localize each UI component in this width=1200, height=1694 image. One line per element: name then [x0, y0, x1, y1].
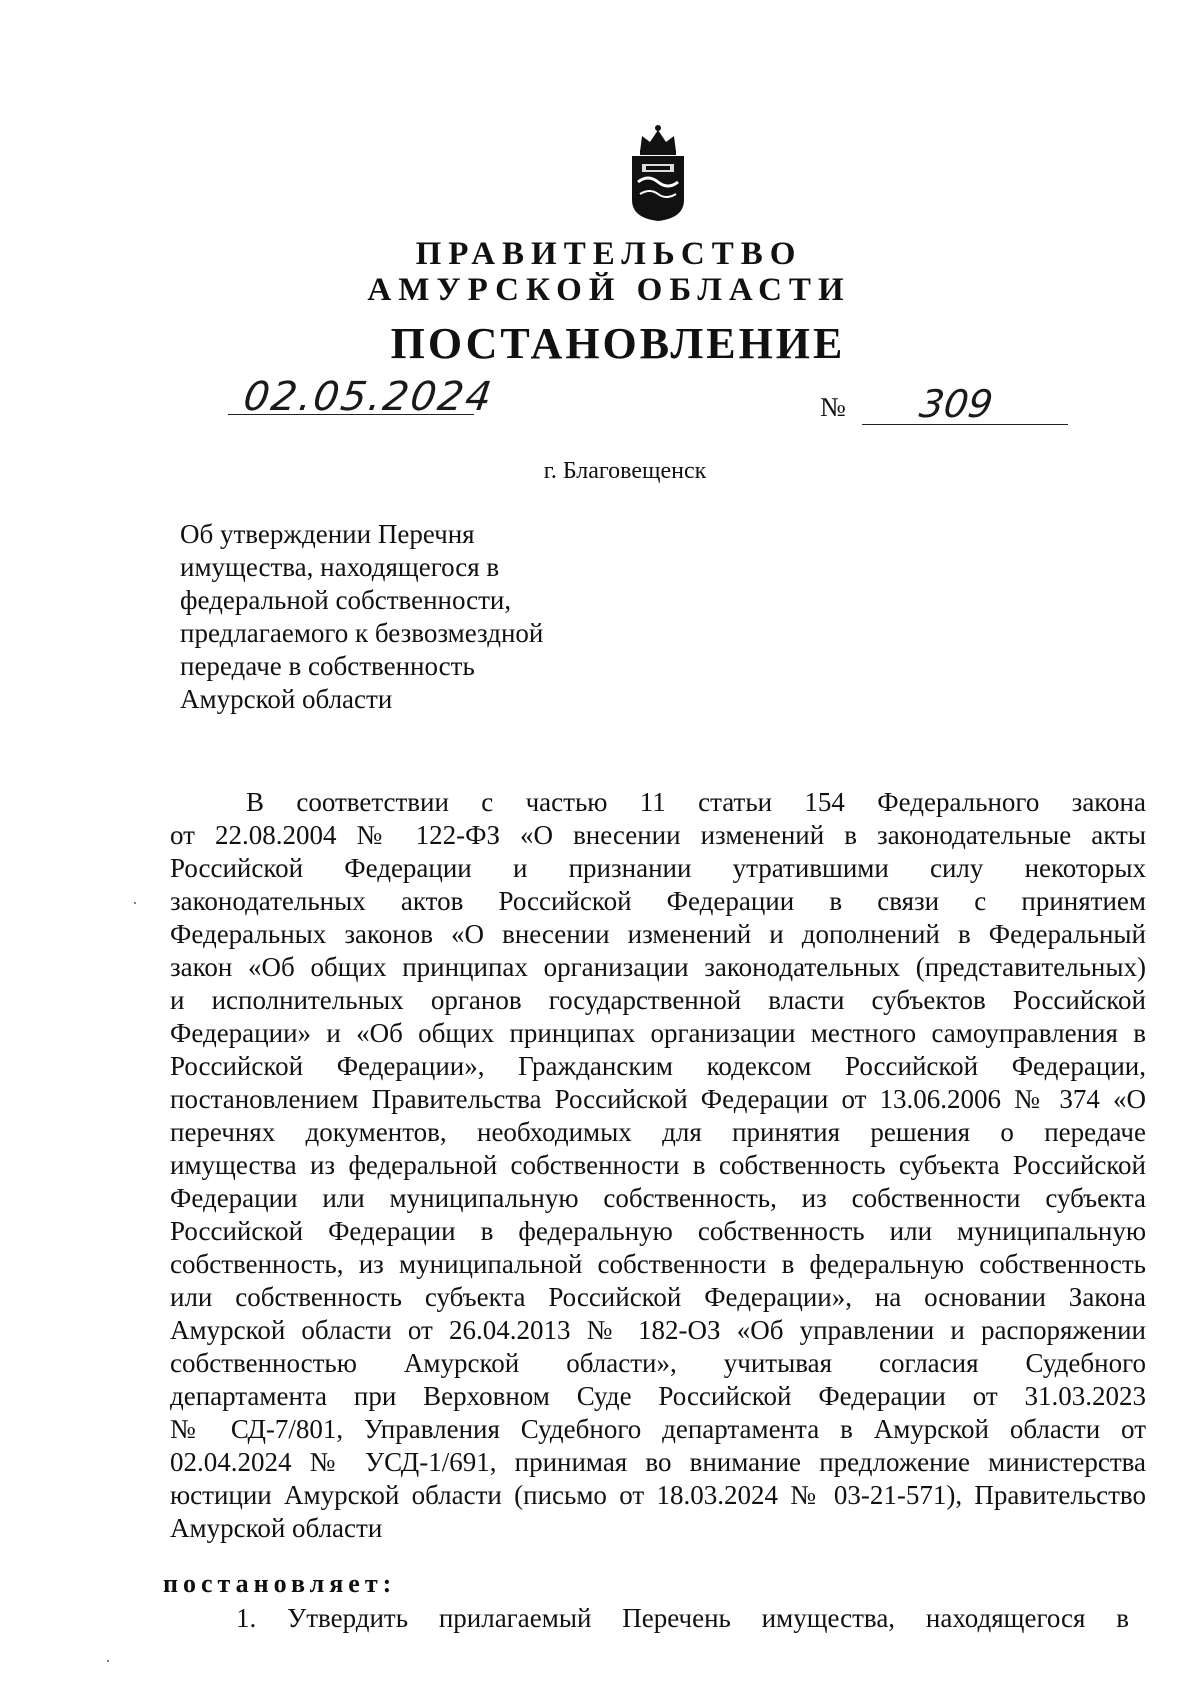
subject-line: Об утверждении Перечня [180, 519, 475, 549]
paragraph-line: от 22.08.2004 № 122-ФЗ «О внесении изменений в законодательные акты [170, 820, 1146, 850]
paragraph-line: перечнях документов, необходимых для принятия решения о передаче [170, 1117, 1146, 1147]
clause-1: 1. Утвердить прилагаемый Перечень имущества, находящегося в [236, 1603, 1129, 1633]
paragraph-line: имущества из федеральной собственности в собственность субъекта Российской [170, 1150, 1146, 1180]
organization-name-line-2: АМУРСКОЙ ОБЛАСТИ [367, 272, 851, 308]
paragraph-line: № СД-7/801, Управления Судебного департамента в Амурской области от [170, 1414, 1146, 1444]
paragraph-line: Амурской области [170, 1513, 383, 1543]
paragraph-line: собственность, из муниципальной собственности в федеральную собственность [170, 1249, 1146, 1279]
paragraph-line: Амурской области от 26.04.2013 № 182-ОЗ «Об управлении и распоряжении [170, 1315, 1146, 1345]
number-underline [862, 424, 1068, 425]
paragraph-line: Федерации» и «Об общих принципах организации местного самоуправления в [170, 1018, 1146, 1048]
document-type-title: ПОСТАНОВЛЕНИЕ [390, 319, 846, 368]
paragraph-line: Российской Федерации в федеральную собственность или муниципальную [170, 1216, 1146, 1246]
subject-line: Амурской области [180, 684, 393, 714]
paragraph-line: 02.04.2024 № УСД-1/691, принимая во внимание предложение министерства [170, 1447, 1146, 1477]
paragraph-line: собственностью Амурской области», учитывая согласия Судебного [170, 1348, 1146, 1378]
paragraph-line: законодательных актов Российской Федерации в связи с принятием [170, 886, 1146, 916]
document-number: 309 [916, 382, 996, 426]
paragraph-line: департамента при Верховном Суде Российской Федерации от 31.03.2023 [170, 1381, 1146, 1411]
scan-speck [107, 1660, 109, 1662]
paragraph-line: и исполнительных органов государственной власти субъектов Российской [170, 985, 1146, 1015]
preamble-paragraph [170, 786, 1146, 1545]
number-label: № [820, 392, 846, 422]
city-line: г. Благовещенск [543, 458, 707, 484]
document-subject [180, 518, 620, 716]
paragraph-line: юстиции Амурской области (письмо от 18.03.2024 № 03-21-571), Правительство [170, 1480, 1146, 1510]
document-date: 02.05.2024 [240, 374, 497, 420]
paragraph-line: Российской Федерации и признании утратившими силу некоторых [170, 853, 1146, 883]
organization-name-line-1: ПРАВИТЕЛЬСТВО [415, 236, 803, 272]
date-underline [228, 414, 474, 415]
paragraph-line: Федерации или муниципальную собственность, из собственности субъекта [170, 1183, 1146, 1213]
paragraph-line: Российской Федерации», Гражданским кодексом Российской Федерации, [170, 1051, 1146, 1081]
subject-line: федеральной собственности, [180, 585, 512, 615]
subject-line: передаче в собственность [180, 651, 475, 681]
subject-line: имущества, находящегося в [180, 552, 500, 582]
paragraph-line: Федеральных законов «О внесении изменений и дополнений в Федеральный [170, 919, 1146, 949]
paragraph-line: В соответствии с частью 11 статьи 154 Федерального закона [246, 787, 1146, 817]
decree-word: постановляет: [163, 1569, 397, 1598]
paragraph-line: или собственность субъекта Российской Федерации», на основании Закона [170, 1282, 1146, 1312]
scan-speck [134, 902, 136, 904]
amur-oblast-coat-of-arms-icon [626, 122, 690, 222]
paragraph-line: закон «Об общих принципах организации законодательных (представительных) [170, 952, 1146, 982]
paragraph-line: постановлением Правительства Российской Федерации от 13.06.2006 № 374 «О [170, 1084, 1146, 1114]
subject-line: предлагаемого к безвозмездной [180, 618, 544, 648]
